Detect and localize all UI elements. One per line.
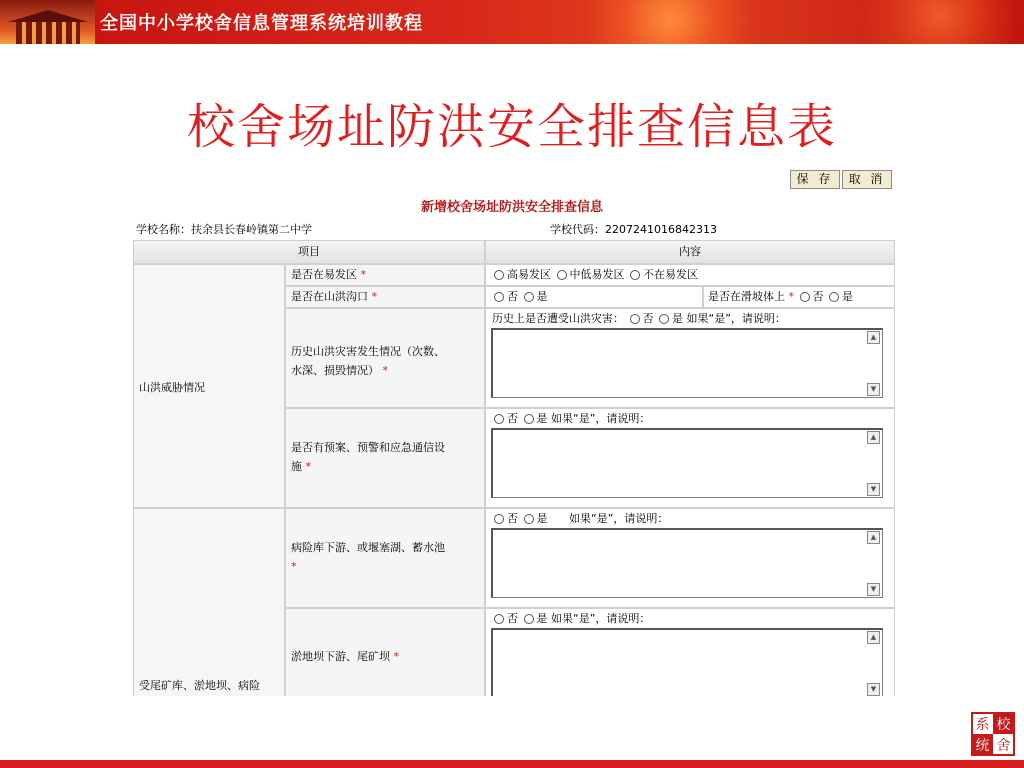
- required-star: *: [371, 290, 377, 303]
- footer-bar: [0, 760, 1024, 768]
- radio-history-no[interactable]: [630, 314, 640, 324]
- required-star: *: [788, 290, 794, 303]
- plan-label-line1: 是否有预案、预警和应急通信设: [291, 441, 445, 454]
- radio-high-prone[interactable]: [494, 270, 504, 280]
- dam-note: 如果“是”，请说明：: [551, 612, 651, 625]
- header-item: 项目: [133, 240, 485, 264]
- radio-not-prone[interactable]: [630, 270, 640, 280]
- option-label: 是: [536, 512, 548, 525]
- seal-logo-icon: [970, 711, 1016, 757]
- scroll-up-icon[interactable]: ▲: [867, 331, 880, 344]
- option-label: 是: [536, 612, 548, 625]
- slope-label: 是否在滑坡体上: [708, 290, 785, 303]
- history-label-line2: 水深、损毁情况）: [291, 364, 379, 377]
- plan-content-cell: [485, 408, 895, 508]
- required-star: *: [305, 460, 311, 473]
- cancel-button[interactable]: 取 消: [842, 170, 892, 189]
- save-button[interactable]: 保 存: [790, 170, 840, 189]
- scroll-down-icon[interactable]: ▼: [867, 583, 880, 596]
- reservoir-content-cell: [485, 508, 895, 608]
- slope-cell: [703, 286, 895, 308]
- radio-dam-yes[interactable]: [524, 614, 534, 624]
- radio-dam-no[interactable]: [494, 614, 504, 624]
- scrollbar[interactable]: [866, 430, 882, 497]
- prone-area-label-cell: [285, 264, 485, 286]
- svg-text:舍: 舍: [996, 738, 1011, 754]
- radio-slope-yes[interactable]: [829, 292, 839, 302]
- scroll-down-icon[interactable]: ▼: [867, 683, 880, 696]
- option-label: 否: [507, 512, 518, 525]
- scroll-up-icon[interactable]: ▲: [867, 531, 880, 544]
- option-label: 否: [642, 312, 654, 325]
- radio-gully-yes[interactable]: [524, 292, 534, 302]
- scrollbar[interactable]: [866, 530, 882, 597]
- category-flood-cell: [133, 264, 285, 508]
- option-label: 否: [507, 612, 518, 625]
- svg-text:校: 校: [996, 717, 1011, 733]
- option-label: 否: [507, 290, 518, 303]
- radio-reservoir-yes[interactable]: [524, 514, 534, 524]
- option-label: 否: [507, 412, 518, 425]
- reservoir-note: 如果“是”，请说明：: [569, 512, 669, 525]
- history-question: 历史上是否遭受山洪灾害：: [492, 312, 624, 325]
- gully-label-cell: [285, 286, 485, 308]
- header-content: 内容: [485, 240, 895, 264]
- prone-area-label: 是否在易发区: [291, 268, 357, 281]
- option-label: 是: [672, 312, 683, 325]
- palace-roof-icon: [8, 10, 88, 22]
- option-label: 中低易发区: [569, 268, 625, 281]
- history-textarea[interactable]: [491, 328, 883, 398]
- radio-reservoir-no[interactable]: [494, 514, 504, 524]
- plan-label-line2: 施: [291, 460, 302, 473]
- reservoir-label: 病险库下游、或堰塞湖、蓄水池: [291, 541, 445, 554]
- history-label-line1: 历史山洪灾害发生情况（次数、: [291, 345, 445, 358]
- dam-textarea[interactable]: [491, 628, 883, 696]
- radio-history-yes[interactable]: [659, 314, 669, 324]
- scroll-down-icon[interactable]: ▼: [867, 383, 880, 396]
- radio-plan-no[interactable]: [494, 414, 504, 424]
- required-star: *: [360, 268, 366, 281]
- radio-slope-no[interactable]: [800, 292, 810, 302]
- radio-gully-no[interactable]: [494, 292, 504, 302]
- option-label: 高易发区: [507, 268, 551, 281]
- radio-plan-yes[interactable]: [524, 414, 534, 424]
- category-flood-label: 山洪威胁情况: [139, 381, 205, 394]
- banner-glow: [840, 0, 1024, 44]
- scrollbar[interactable]: [866, 630, 882, 696]
- option-label: 否: [812, 290, 824, 303]
- required-star: *: [393, 650, 399, 663]
- scroll-up-icon[interactable]: ▲: [867, 431, 880, 444]
- palace-pillars-icon: [16, 22, 80, 44]
- banner-glow: [560, 0, 780, 44]
- reservoir-label-cell: [285, 508, 485, 608]
- gully-options: [485, 286, 703, 308]
- banner-title: 全国中小学校舍信息管理系统培训教程: [100, 13, 423, 34]
- required-star: *: [291, 560, 297, 573]
- required-star: *: [382, 364, 388, 377]
- option-label: 是: [536, 412, 548, 425]
- history-note: 如果“是”，请说明：: [686, 312, 786, 325]
- form-title: 新增校舍场址防洪安全排查信息: [420, 200, 603, 215]
- page-title: 校舍场址防洪安全排查信息表: [186, 99, 837, 155]
- top-banner: [0, 0, 1024, 44]
- option-label: 是: [536, 290, 548, 303]
- scroll-up-icon[interactable]: ▲: [867, 631, 880, 644]
- radio-mid-low-prone[interactable]: [557, 270, 567, 280]
- category-reservoir-label: 受尾矿库、淤地坝、病险: [139, 679, 260, 692]
- history-content-cell: [485, 308, 895, 408]
- svg-text:系: 系: [975, 717, 990, 733]
- plan-textarea[interactable]: [491, 428, 883, 498]
- gully-label: 是否在山洪沟口: [291, 290, 368, 303]
- category-reservoir-cell: [133, 508, 285, 696]
- dam-label: 淤地坝下游、尾矿坝: [291, 650, 390, 663]
- school-name: 学校名称：扶余县长春岭镇第二中学: [136, 223, 312, 236]
- plan-label-cell: [285, 408, 485, 508]
- dam-content-cell: [485, 608, 895, 696]
- svg-text:统: 统: [975, 738, 990, 754]
- reservoir-textarea[interactable]: [491, 528, 883, 598]
- scroll-down-icon[interactable]: ▼: [867, 483, 880, 496]
- plan-note: 如果“是”，请说明：: [551, 412, 651, 425]
- dam-label-cell: [285, 608, 485, 696]
- form-table: [133, 240, 895, 696]
- option-label: 是: [842, 290, 853, 303]
- scrollbar[interactable]: [866, 330, 882, 397]
- history-label-cell: [285, 308, 485, 408]
- option-label: 不在易发区: [643, 268, 698, 281]
- prone-area-options: [485, 264, 895, 286]
- school-code: 学校代码：2207241016842313: [550, 223, 717, 236]
